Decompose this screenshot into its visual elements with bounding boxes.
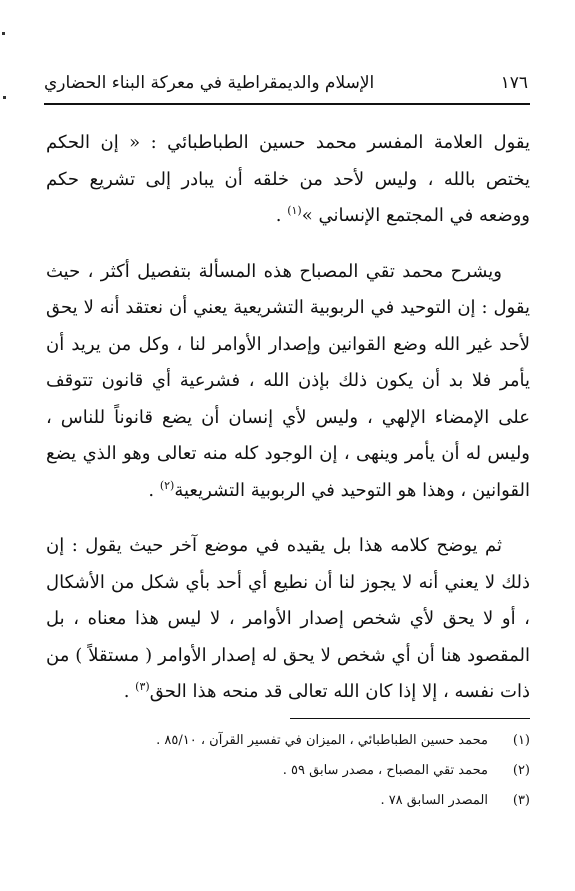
paragraph-end: . [275,205,288,226]
page-number: ١٧٦ [500,73,528,93]
footnote-number: (٣) [512,793,530,808]
footnote-number: (١) [512,733,530,748]
footnote-rule [290,718,530,719]
footnote-ref: (٣) [135,680,150,693]
footnote-number: (٢) [512,763,530,778]
footnote [46,786,530,816]
running-title: الإسلام والديمقراطية في معركة البناء الحضاري [44,73,375,93]
paragraph-text: ثم يوضح كلامه هذا بل يقيده في موضع آخر حيث يقول : إن ذلك لا يعني أنه لا يجوز لنا أن نطيع أي أحد بأي شكل من الأشكال ، أو لا يحق لأي شخص إصدار الأوامر ، لا ليس هذا معناه ، بل المقصود هنا أن أي شخص لا يحق له إصدار الأوامر ( مستقلاً ) من ذات نفسه ، إلا إذا كان الله تعالى قد منحه هذا الحق [46,535,530,702]
paragraph [46,254,530,510]
running-header [44,66,528,100]
scan-mark [2,32,5,35]
footnote [46,756,530,786]
footnote-ref: (١) [287,204,302,217]
body-text [46,125,530,730]
footnote-text: محمد حسين الطباطبائي ، الميزان في تفسير القرآن ، ٨٥/١٠ . [156,733,488,748]
scan-mark [3,96,6,99]
paragraph-text: ويشرح محمد تقي المصباح هذه المسألة بتفصيل أكثر ، حيث يقول : إن التوحيد في الربوبية التشريعية يعني أن نعتقد أنه لا يحق لأحد غير الله وضع القوانين وإصدار الأوامر لنا ، وكل من يريد أن يأمر فلا بد أن يكون ذلك بإذن الله ، فشرعية أي قانون تتوقف على الإمضاء الإلهي ، وليس لأي إنسان أن يضع قانوناً للناس ، وليس له أن يأمر وينهى ، إن الوجود كله منه تعالى وهو الذي يضع القوانين ، وهذا هو التوحيد في الربوبية التشريعية [46,260,530,501]
footnote-ref: (٢) [159,478,175,492]
footnote-text: محمد تقي المصباح ، مصدر سابق ٥٩ . [282,763,488,778]
paragraph [46,125,530,235]
paragraph-end: . [148,479,160,501]
footnote [46,726,530,756]
footnote-text: المصدر السابق ٧٨ . [380,793,488,808]
paragraph-end: . [123,681,136,702]
paragraph-text: يقول العلامة المفسر محمد حسين الطباطبائي : « إن الحكم يختص بالله ، وليس لأحد من خلقه أن يبادر إلى تشريع حكم ووضعه في المجتمع الإنساني » [46,132,530,226]
header-rule [44,103,530,105]
footnotes [46,726,530,816]
paragraph [46,528,530,711]
